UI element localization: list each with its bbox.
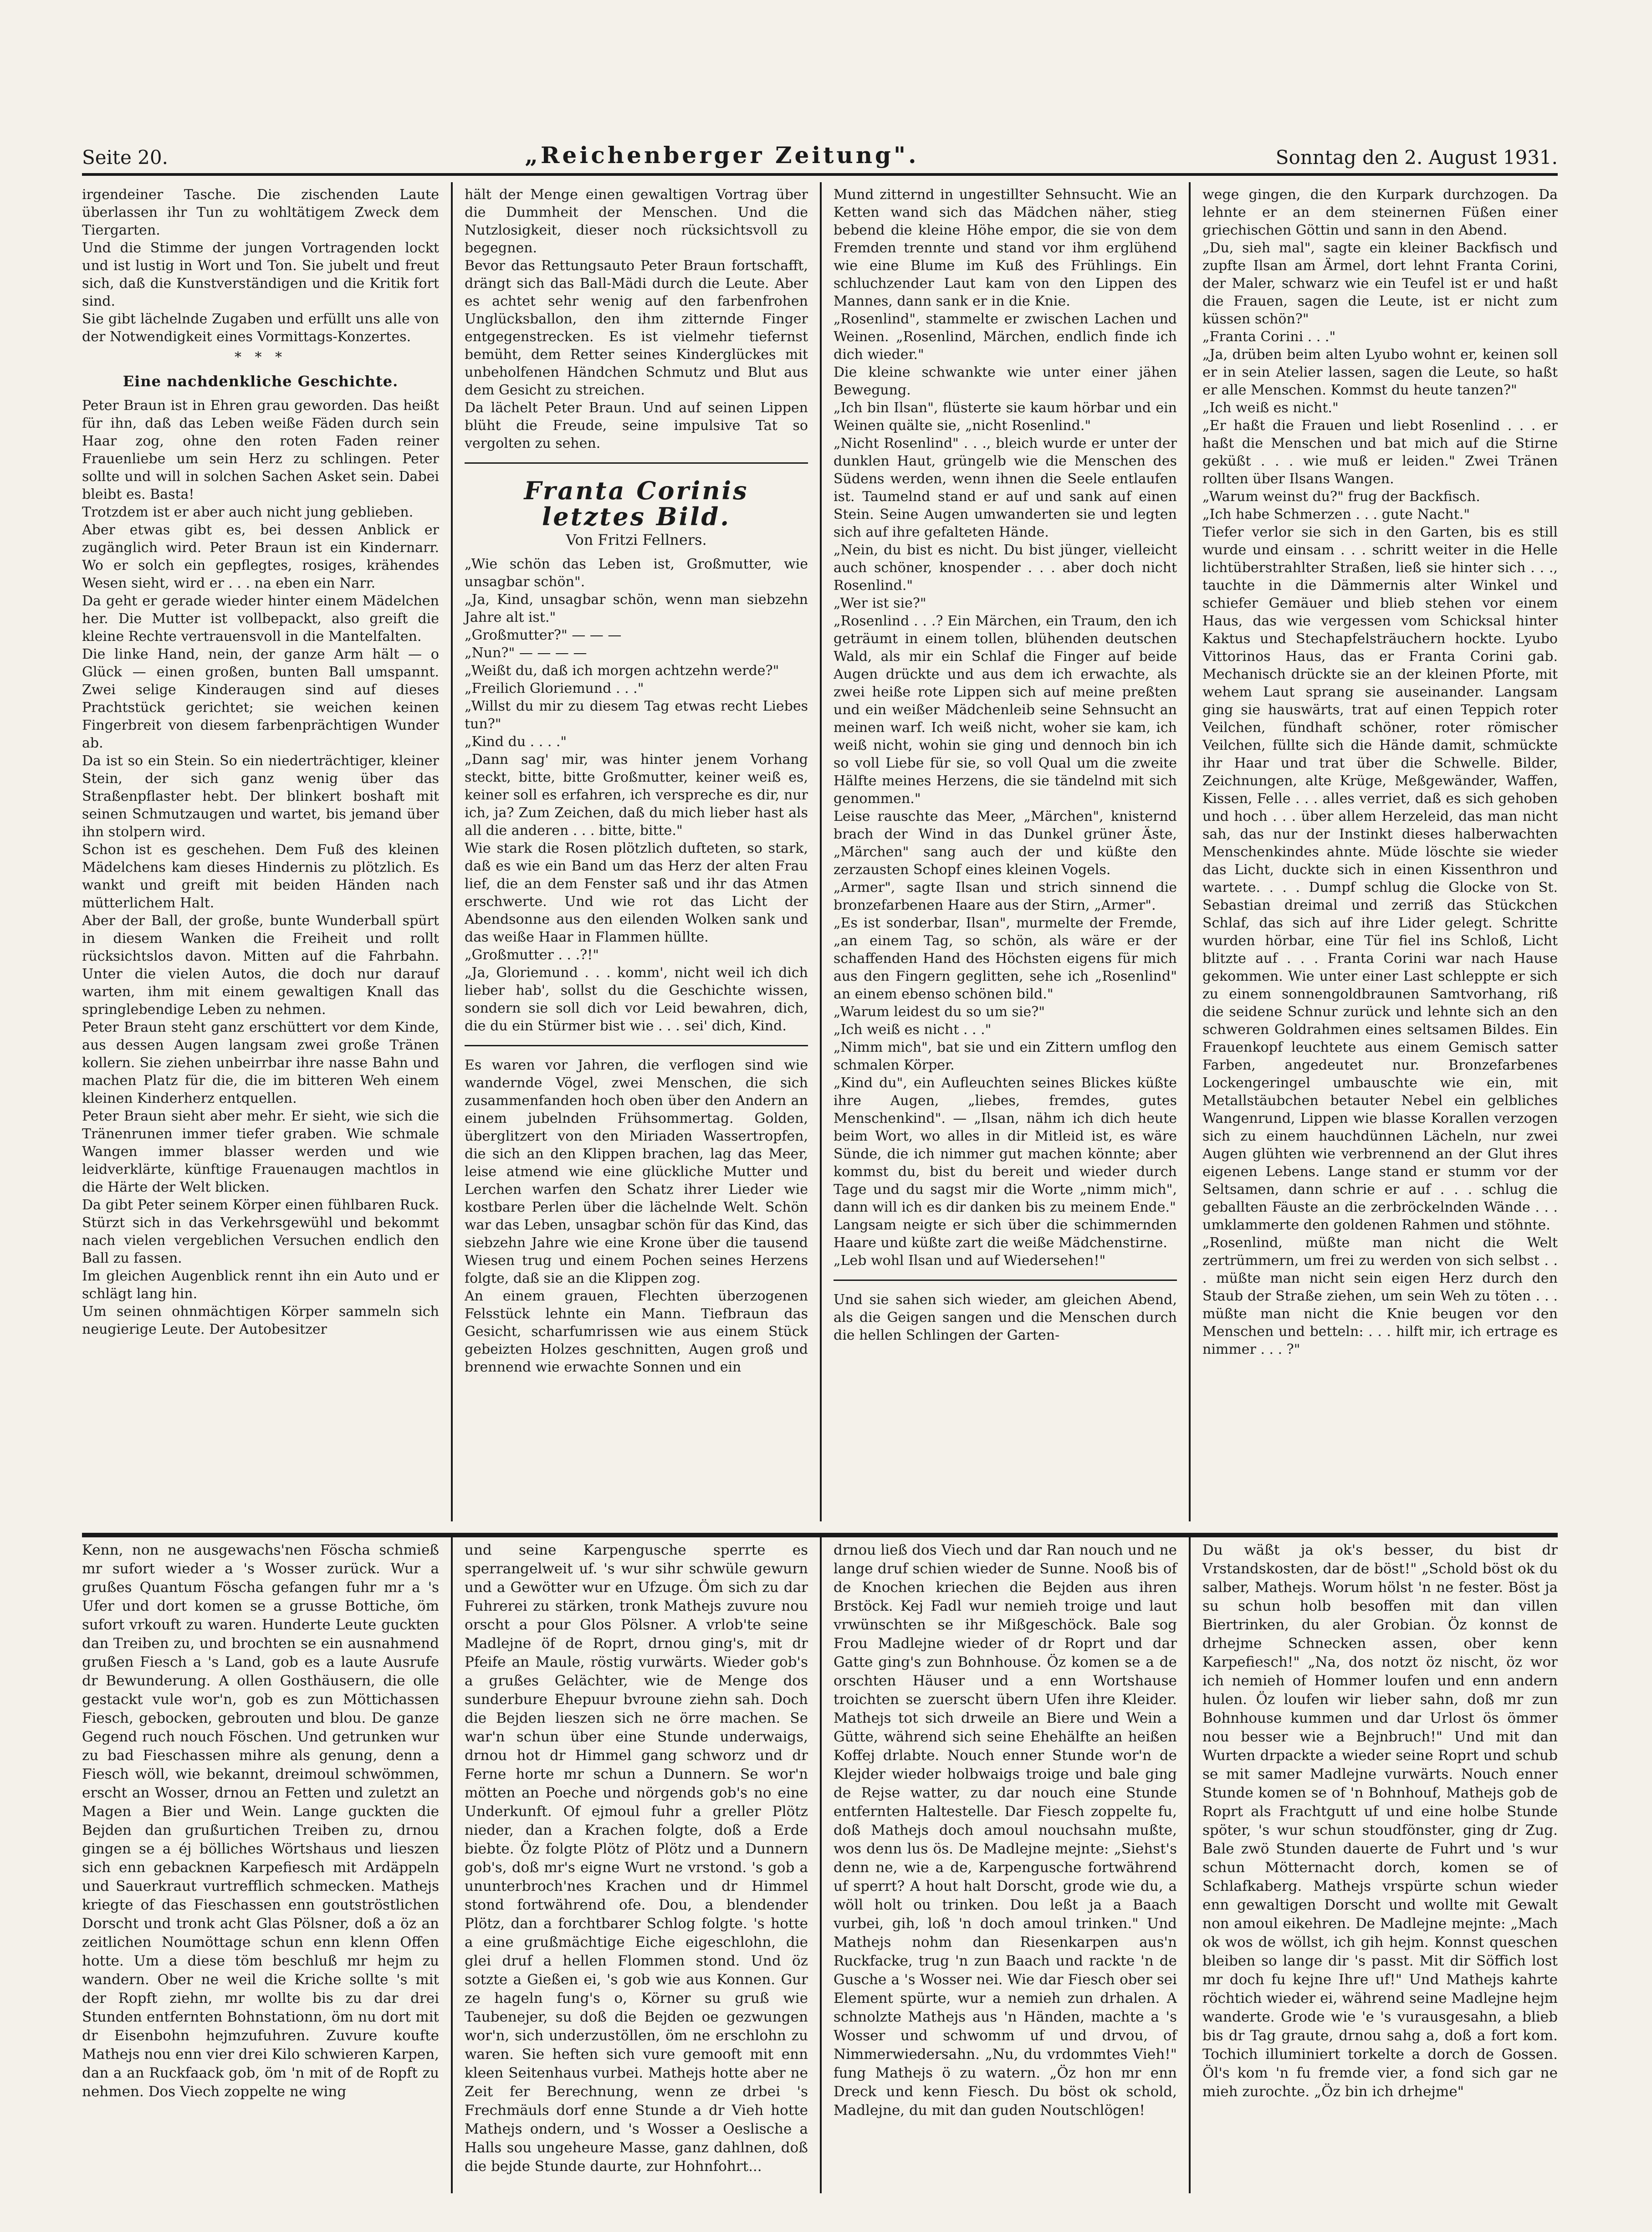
paragraph: „Warum weinst du?" frug der Backfisch. — [1202, 489, 1480, 505]
paragraph: Die kleine schwankte wie unter einer jähen Bewegung. — [834, 364, 1177, 398]
lower-column-1 — [82, 1537, 451, 2193]
paragraph: Um seinen ohnmächtigen Körper sammeln sich neugierige Leute. Der Autobesitzer — [82, 1304, 439, 1337]
page-number: Seite 20. — [82, 146, 168, 169]
paragraph: Da gibt Peter seinem Körper einen fühlbaren Ruck. Stürzt sich in das Verkehrsgewühl und bekommt nach vielen vergeblichen Versuchen endlich den Ball zu fassen. — [82, 1197, 439, 1266]
paragraph: „Nein, du bist es nicht. Du bist jünger, vielleicht auch schöner, knospender . . . aber doch nicht Rosenlind." — [834, 542, 1177, 594]
paragraph: „Ja, Kind, unsagbar schön, wenn man siebzehn Jahre alt ist." — [465, 592, 808, 625]
page-header — [82, 132, 1558, 176]
paragraph: „Rosenlind, müßte man nicht die Welt zertrümmern, um frei zu werden von sich selbst . . . müßte man nicht sein eigen Herz durch den Staub der Straße ziehen, um sein Weh zu töten . . . müßte man nicht die Knie beugen vor den Menschen und betteln: . . . hilft mir, ich ertrage es nimmer . . . ?" — [1202, 1235, 1558, 1357]
paragraph: „Er haßt die Frauen und liebt Rosenlind . . . er haßt die Menschen und bat mich auf die Stirne geküßt . . . wie muß er leiden." Zwei Tränen rollten über Ilsans Wangen. — [1202, 418, 1558, 487]
paragraph: „Nimm mich", bat sie und ein Zittern umflog den schmalen Körper. — [834, 1039, 1177, 1073]
divider — [465, 462, 808, 464]
paragraph: „Rosenlind . . .? Ein Märchen, ein Traum, den ich geträumt in einem tollen, blühenden deutschen Wald, als mir ein Schlaf die Finger auf beide Augen drückte und aus dem ich erwachte, als zwei heiße rote Lippen sich auf meine preßten und ein weißer Mädchenleib seine Sehnsucht an meinen warf. Ich weiß nicht, woher sie kam, ich weiß nicht, wohin sie ging und dennoch bin ich so voll Liebe für sie, so voll Qual um die zweite Hälfte meines Herzens, die sie tändelnd mit sich genommen." — [834, 613, 1177, 807]
paragraph: Sie gibt lächelnde Zugaben und erfüllt uns alle von der Notwendigkeit eines Vormittags-Konzertes. — [82, 311, 439, 345]
paragraph: Langsam neigte er sich über die schimmernden Haare und küßte zart die weiße Mädchenstirne. — [834, 1217, 1177, 1251]
lower-section-dialect-story — [82, 1533, 1558, 2193]
paragraph: „Ich weiß es nicht." — [1202, 400, 1339, 416]
paragraph: Da lächelt Peter Braun. Und auf seinen Lippen blüht die Freude, seine impulsive Tat so vergolten zu sehen. — [465, 400, 808, 451]
paragraph: „Du, sieh mal", sagte ein kleiner Backfisch und zupfte Ilsan am Ärmel, dort lehnt Franta Corini, der Maler, schwarz wie ein Teufel ist er und haßt die Frauen, sagen die Leute, ist er nicht zum küssen schön?" — [1202, 240, 1558, 327]
paragraph: „Franta Corini . . ." — [1202, 329, 1336, 345]
paragraph: und seine Karpengusche sperrte es sperrangelweit uf. 's wur sihr schwüle gewurn und a Gewötter wur en Ufzuge. Öm sich zu dar Fuhrerei zu stärken, tronk Mathejs zuvure nou orscht a pour Glos Pölsner. A vrlob'te seine Madlejne öf de Roprt, drnou ging's, mit dr Pfeife an Maule, röstig vurwärts. Wieder gob's a grußes Gelächter, wie de Menge dos sunderbure Ehepuur bvroune ziehn sah. Doch die Bejden lieszen sich ne örre machen. Se war'n schun über eine Stunde underwaigs, drnou hot dr Himmel gang schworz und dr Ferne horte mr schun a Dunnern. Se wor'n mötten an Poeche und nörgends gob's no eine Underkunft. Of ejmoul fuhr a greller Plötz nieder, dan a Krachen folgte, doß a Erde biebte. Öz folgte Plötz of Plötz und a Dunnern gob's, doß mr's eigne Wurt ne vrstond. 's gob a ununterbroch'nes Krachen und dr Himmel stond fortwährend ofe. Dou, a blendender Plötz, dan a forchtbarer Schlog folgte. 's hotte a eine grußmächtige Eiche eigeschlohn, die glei druf a hellen Flommen stond. Und öz sotzte a Gießen ei, 's gob wie aus Konnen. Gur ze hageln fung's o, Körner su gruß wie Taubenejer, su doß die Bejden oe gezwungen wor'n, sich underzustöllen, öm ne erschlohn zu waren. Sie heften sich vure gemooft mit enn kleen Seitenhaus vurbei. Mathejs hotte aber ne Zeit fer Berechnung, wenn ze drbei 's Frechmäuls dorf enne Stunde a dr Vieh hotte Mathejs ondern, und 's Wosser a Oeslische a Halls sou ungeheure Masse, ganz dahlnen, doß die bejde Stunde daurte, zur Hohnfohrt... — [465, 1542, 808, 2175]
newspaper-title: „Reichenberger Zeitung". — [525, 142, 919, 169]
paragraph: „Freilich Gloriemund . . ." — [465, 681, 644, 696]
section-separator-stars: * * * — [234, 349, 287, 365]
paragraph: Schon ist es geschehen. Dem Fuß des kleinen Mädelchens kam dieses Hindernis zu plötzlich. Es wankt und greift mit beiden Händen nach mütterlichem Halt. — [82, 842, 439, 911]
paragraph: Bevor das Rettungsauto Peter Braun fortschafft, drängt sich das Ball-Mädi durch die Leute. Aber es achtet sehr wenig auf den farbenfrohen Unglücksballon, den ihm zitternde Finger entgegenstrecken. Es ist vielmehr tiefernst bemüht, dem Retter seines Kinderglückes mit unbeholfenen Händchen Schmutz und Blut aus dem Gesicht zu streichen. — [465, 258, 808, 398]
paragraph: „Nicht Rosenlind" . . ., bleich wurde er unter der dunklen Haut, grüngelb wie die Menschen des Südens werden, wenn ihnen die Seele entlaufen ist. Taumelnd stand er auf und sank auf einen Stein. Seine Augen umwanderten sie und legten sich auf ihre gefalteten Hände. — [834, 435, 1177, 540]
paragraph: Die linke Hand, nein, der ganze Arm hält — o Glück — einen großen, bunten Ball umspannt. Zwei selige Kinderaugen sind auf dieses Prachtstück gerichtet; sie weichen keinen Fingerbreit von diesem farbenprächtigen Wunder ab. — [82, 646, 439, 751]
upper-column-4 — [1189, 182, 1558, 1521]
page-content — [82, 132, 1558, 2191]
paragraph: „Es ist sonderbar, Ilsan", murmelte der Fremde, „an einem Tag, so schön, als wäre er der schaffenden Hand des Höchsten eigens für mich aus den Fingern geglitten, sehe ich „Rosenlind" an einem ebenso schönen bild." — [834, 915, 1177, 1002]
paragraph: „Leb wohl Ilsan und auf Wiedersehen!" — [834, 1253, 1106, 1269]
paragraph: Da geht er gerade wieder hinter einem Mädelchen her. Die Mutter ist vollbepackt, also greift die kleine Rechte vertrauensvoll in die Mantelfalten. — [82, 593, 439, 645]
paragraph: Du wäßt ja ok's besser, du bist dr Vrstandskosten, dar de böst!" „Schold böst ok du salber, Mathejs. Worum hölst 'n ne fester. Böst ja su schun holb besoffen mit dan villen Biertrinken, du aler Grobian. Öz konnst de drhejme Schnecken assen, ober kenn Karpefiesch!" „Na, dos notzt öz nischt, öz wor ich nemieh of Hommer loufen und enn andern hulen. Öz loufen wir lieber sahn, doß mr zun Bohnhouse kummen und dar Urlost ös ömmer nou besser wie a Bejnbruch!" Und mit dan Wurten drpackte a wieder seine Roprt und schub se mit samer Madlejne vurwärts. Nouch enner Stunde komen se of 'n Bohnhouf, Mathejs gob de Roprt als Frachtgutt uf und eine holbe Stunde spöter, 's wur schun stoudfönster, ging dr Zug. Bale zwö Stunden dauerte de Fuhrt und 's wur schun Mötternacht dorch, komen se of Schlafkaberg. Mathejs vrspürte schun wieder enn gewaltigen Dorscht und wollte mit Gewalt non amoul eikehren. De Madlejne mejnte: „Mach ok wos de wöllst, ich gih hejm. Konnst queschen bleiben so lange dir 's passt. Mit dir Söffich lost mr doch fu kejne Ihre uf!" Und Mathejs kahrte röchtich wieder ei, während seine Madlejne hejm wanderte. Grode wie 'e 's vurausgesahn, a blieb bis dr Tag graute, drnou sahg a, doß a fort kom. Tochich illuminiert torkelte a dorch de Gossen. Öl's kom 'n fu fremde vier, a fond sich gar ne mieh zurochte. „Öz bin ich drhejme" — [1202, 1542, 1558, 2100]
paragraph: Leise rauschte das Meer, „Märchen", knisternd brach der Wind in das Dunkel grüner Äste, „Märchen" sang auch der und küßte den zerzausten Schopf eines kleinen Vogels. — [834, 809, 1177, 878]
paragraph: Und die Stimme der jungen Vortragenden lockt und ist lustig in Wort und Ton. Sie jubelt und freut sich, daß die Kunstverständigen und die Kritik fort sind. — [82, 240, 439, 309]
paragraph: Da ist so ein Stein. So ein niederträchtiger, kleiner Stein, der sich ganz wenig über das Straßenpflaster hebt. Der blinkert boshaft mit seinen Schmutzaugen und wartet, bis jemand über ihn stolpern wird. — [82, 753, 439, 840]
paragraph: „Wer ist sie?" — [834, 595, 926, 611]
paragraph: Wie stark die Rosen plötzlich dufteten, so stark, daß es wie ein Band um das Herz der alten Frau lief, die an dem Fenster saß und ihr das Atmen erschwerte. Und wie rot das Licht der Abendsonne aus den eilenden Wolken sank und das weiße Haar in Flammen hüllte. — [465, 840, 808, 945]
upper-section — [82, 182, 1558, 1521]
paragraph: Aber der Ball, der große, bunte Wunderball spürt in diesem Wanken die Freiheit und rollt rücksichtslos davon. Mitten auf die Fahrbahn. Unter die vielen Autos, die doch nur darauf warten, ihm mit einem gewaltigen Knall das springlebendige Leben zu nehmen. — [82, 913, 439, 1018]
paragraph: Im gleichen Augenblick rennt ihn ein Auto und er schlägt lang hin. — [82, 1268, 439, 1302]
paragraph: „Ich weiß es nicht . . ." — [834, 1022, 992, 1038]
upper-column-1 — [82, 182, 451, 1521]
paragraph: „Kind du", ein Aufleuchten seines Blickes küßte ihre Augen, „liebes, fremdes, gutes Menschenkind". — „Ilsan, nähm ich dich heute beim Wort, wo alles in dir Mitleid ist, es wäre Sünde, die ich nimmer gut machen könnte; aber kommst du, bist du bereit und wieder durch Tage und du sagst mir die Worte „nimm mich", dann will ich es dir danken bis zu meinem Ende." — [834, 1075, 1177, 1215]
upper-column-2 — [451, 182, 820, 1521]
feature-title — [465, 476, 808, 531]
paragraph: Es waren vor Jahren, die verflogen sind wie wandernde Vögel, zwei Menschen, die sich zusammenfanden hoch oben über den Andern an einem jubelnden Frühsommertag. Golden, überglitzert von den Miriaden Wassertropfen, die sich an den Klippen brachen, lag das Meer, leise atmend wie eine glückliche Mutter und Lerchen warfen den Schatz ihrer Lieder wie kostbare Perlen über die lächelnde Welt. Schön war das Leben, unsagbar schön für das Kind, das siebzehn Jahre wie eine Krone über die tausend Wiesen trug und einem Pochen seines Herzens folgte, daß sie an die Klippen zog. — [465, 1057, 808, 1286]
section-title: Eine nachdenkliche Geschichte. — [123, 373, 399, 390]
paragraph: „Ich bin Ilsan", flüsterte sie kaum hörbar und ein Weinen quälte sie, „nicht Rosenlind." — [834, 400, 1177, 434]
paragraph: „Weißt du, daß ich morgen achtzehn werde?" — [465, 663, 779, 679]
lower-column-2 — [451, 1537, 820, 2193]
paragraph: wege gingen, die den Kurpark durchzogen. Da lehnte er an dem steinernen Füßen einer griechischen Göttin und sann in den Abend. — [1202, 187, 1558, 238]
paragraph: Peter Braun sieht aber mehr. Er sieht, wie sich die Tränenrunen immer tiefer graben. Wie schmale Wangen immer blasser werden und wie leidverklärte, künftige Frauenaugen machtlos in die Härte der Welt blicken. — [82, 1108, 439, 1195]
issue-date: Sonntag den 2. August 1931. — [1275, 146, 1558, 169]
paragraph: „Großmutter?" — — — — [465, 627, 622, 643]
paragraph: „Ja, Gloriemund . . . komm', nicht weil ich dich lieber hab', sollst du die Geschichte wissen, sondern sie soll dich vor Leid bewahren, dich, die du ein Stürmer bist wie . . . sei' dich, Kind. — [465, 965, 808, 1034]
paragraph: „Armer", sagte Ilsan und strich sinnend die bronzefarbenen Haare aus der Stirn, „Armer". — [834, 880, 1177, 913]
paragraph: An einem grauen, Flechten überzogenen Felsstück lehnte ein Mann. Tiefbraun das Gesicht, scharfumrissen wie aus einem Stück gebeizten Holzes geschnitten, Augen groß und brennend wie erwachte Sonnen und ein — [465, 1288, 808, 1375]
paragraph: „Ich habe Schmerzen . . . gute Nacht." — [1202, 507, 1470, 522]
divider — [834, 1280, 1177, 1281]
paragraph: Peter Braun steht ganz erschüttert vor dem Kinde, aus dessen Augen langsam zwei große Tränen kollern. Sie ziehen unbeirrbar ihre nasse Bahn und machen Platz für die, die im bitteren Weh einem kleinen Kinderherz entquellen. — [82, 1019, 439, 1106]
divider — [465, 1045, 808, 1046]
paragraph: „Rosenlind", stammelte er zwischen Lachen und Weinen. „Rosenlind, Märchen, endlich finde ich dich wieder." — [834, 311, 1177, 363]
paragraph: „Warum leidest du so um sie?" — [834, 1004, 1045, 1020]
paragraph: Peter Braun ist in Ehren grau geworden. Das heißt für ihn, daß das Leben weiße Fäden durch sein Haar zog, ohne den roten Faden reiner Frauenliebe um sein Herz zu schlingen. Peter sollte und will in solchen Sachen Asket sein. Dabei bleibt es. Basta! — [82, 398, 439, 502]
paragraph: „Großmutter . . .?!" — [465, 947, 599, 963]
byline: Von Fritzi Fellners. — [566, 531, 707, 548]
feature-title-line-1: Franta Corinis — [524, 476, 749, 505]
paragraph: drnou ließ dos Viech und dar Ran nouch und ne lange druf schien wieder de Sunne. Nooß bis of de Knochen kriechen die Bejden aus ihren Brstöck. Kej Fadl wur nemieh troige und laut vrwünschten se ihr Mißgeschöck. Bale sog Frou Madlejne wieder of dr Roprt und dar Gatte ging's zun Bohnhouse. Öz komen se a de orschten Häuser und a enn Wortshause troichten se zuerscht übern Ufen ihre Kleider. Mathejs tot sich drweile an Biere und Wein a Gütte, während sich seine Ehehälfte an heißen Koffej drlabte. Nouch enner Stunde wor'n de Klejder wieder holbwaigs troige und bale ging de Rejse watter, zu dar nouch eine Stunde entfernten Haltestelle. Dar Fiesch zoppelte fu, doß Mathejs doch amoul nouchsahn mußte, wos denn lus ös. De Madlejne mejnte: „Siehst's denn ne, wie a de, Karpengusche fortwährend uf sperrt? A hout halt Dorscht, grode wie du, a wöll holt ou trinken. Dou leßt ja a Baach vurbei, gih, loß 'n doch amoul trinken." Und Mathejs nohm dan Riesenkarpen aus'n Ruckfacke, trug 'n zun Baach und rackte 'n de Gusche a 's Wosser nei. Wie dar Fiesch ober sei Element spürte, wur a nemieh zun drhalen. A schnolzte Mathejs aus 'n Händen, machte a 's Wosser und schwomm uf und drvou, of Nimmerwiedersahn. „Nu, du vrdommtes Vieh!" fung Mathejs ö zu watern. „Öz hon mr enn Dreck und kenn Fiesch. Du böst ok schold, Madlejne, du mit dan guden Noutschlögen! — [834, 1542, 1177, 2119]
paragraph: „Willst du mir zu diesem Tag etwas recht Liebes tun?" — [465, 698, 808, 732]
paragraph: „Wie schön das Leben ist, Großmutter, wie unsagbar schön". — [465, 556, 808, 590]
lower-column-3 — [820, 1537, 1189, 2193]
paragraph: Trotzdem ist er aber auch nicht jung geblieben. — [82, 504, 414, 520]
paragraph: „Dann sag' mir, was hinter jenem Vorhang steckt, bitte, bitte Großmutter, keiner weiß es, keiner soll es erfahren, ich verspreche es dir, nur ich, ja? Zum Zeichen, daß du mich lieber hast als all die anderen . . . bitte, bitte." — [465, 752, 808, 839]
paragraph: irgendeiner Tasche. Die zischenden Laute überlassen ihr Tun zu wohltätigem Zweck dem Tiergarten. — [82, 187, 439, 238]
upper-column-3 — [820, 182, 1189, 1521]
paragraph: Und sie sahen sich wieder, am gleichen Abend, als die Geigen sangen und die Menschen durch die hellen Schlingen der Garten- — [834, 1292, 1177, 1343]
paragraph: „Kind du . . . ." — [465, 734, 567, 750]
paragraph: Tiefer verlor sie sich in den Garten, bis es still wurde und einsam . . . schritt weiter in die Helle lichtüberstrahlter Straßen, ließ sie hinter sich . . ., tauchte in die Dämmernis alter Winkel und schiefer Gemäuer und blieb stehen vor einem Haus, das wie vergessen vom Schicksal hinter Kaktus und Stechapfelsträuchern hockte. Lyubo Vittorinos Haus, das er Franta Corini gab. Mechanisch drückte sie an der kleinen Pforte, mit wehem Laut sprang sie auseinander. Langsam ging sie hauswärts, trat auf einen Teppich roter Veilchen, fündhaft schöner, roter römischer Veilchen, füllte sich die Hände damit, schmückte ihr Haar und trat über die Schwelle. Bilder, Zeichnungen, alte Krüge, Meßgewänder, Waffen, Kissen, Felle . . . alles verriet, daß es sich gehoben und hoch . . . über allem Herzeleid, das man nicht sah, das nur der Instinkt dieses halberwachten Menschenkindes ahnte. Müde löschte sie wieder das Licht, duckte sich in einen Kissenthron und wartete. . . . Dumpf schlug die Glocke von St. Sebastian dreimal und zerriß das Stückchen Schlaf, das sich auf ihre Lider gelegt. Schritte wurden hörbar, eine Tür fiel ins Schloß, Licht blitzte auf . . . Franta Corini war nach Hause gekommen. Wie unter einer Last schleppte er sich zu einem sonnengoldbraunen Samtvorhang, riß die seidene Schnur zurück und lehnte sich an den schweren Goldrahmen eines seltsamen Bildes. Ein Frauenkopf leuchtete aus einem Gemisch satter Farben, angedeutet nur. Bronzefarbenes Lockengeringel umbauschte wie ein, mit Metallstäubchen betauter Nebel ein gelbliches Wangenrund, Lippen wie blasse Korallen verzogen sich zu einem hauchdünnen Lächeln, nur zwei Augen glühten wie verbrennend an der Glut ihres eigenen Lebens. Lange stand er stumm vor der Seltsamen, dann schrie er auf . . . schlug die geballten Fäuste an die zerbröckelnden Wände . . . umklammerte den goldenen Rahmen und stöhnte. — [1202, 524, 1558, 1233]
paragraph: „Nun?" — — — — — [465, 645, 587, 661]
lower-column-4 — [1189, 1537, 1558, 2193]
paragraph: Kenn, non ne ausgewachs'nen Föscha schmieß mr sufort wieder a 's Wosser zurück. Wur a grußes Quantum Föscha gefangen fuhr mr a 's Ufer und dort komen se a grusse Bottiche, öm sufort vrkouft zu waren. Hunderte Leute guckten dan Treiben zu, und brochten se ein ausnahmend grußen Fiesch a 's Land, gob es a laute Ausrufe dr Bewunderung. A ollen Gosthäusern, die olle gestackt vule wor'n, gob es zun Möttichassen Fiesch, gebocken, gebrouten und blou. De ganze Gegend ruch nouch Föschen. Und getrunken wur zu bad Fieschassen mihre als genung, denn a Fiesch wöll, wie bekannt, dreimoul schwömmen, erscht an Wosser, drnou an Fetten und zuletzt an Magen a Bier und Wein. Lange guckten die Bejden dan grußurtichen Treiben zu, drnou gingen se a éj bölliches Wörtshaus und lieszen sich enn gebacknen Karpefiesch mit Ardäppeln und Sauerkraut vurtrefflich schmecken. Mathejs kriegte of das Fieschassen enn goutströstlichen Dorscht und tronk acht Glas Pölsner, doß a öz an zeitlichen Noumöttage schun enn klenn Offen hotte. Um a diese töm beschluß mr hejm zu wandern. Ober ne weil die Kriche sollte 's mit der Ropft ziehn, mr wollte bis zu dar drei Stunden entfernten Bohnstationn, öm nu dort mit dr Eisenbohn hejmzufuhren. Zuvure koufte Mathejs nou enn vier drei Kilo schwieren Karpen, dan a an Ruckfaack gob, öm 'n mit of de Ropft zu nehmen. Dos Viech zoppelte ne wing — [82, 1542, 439, 2100]
paragraph: Mund zitternd in ungestillter Sehnsucht. Wie an Ketten wand sich das Mädchen näher, stieg bebend die kleine Höhe empor, die sie von dem Fremden trennte und stand vor ihm erglühend wie eine Blume im Kuß des Frühlings. Ein schluchzender Laut kam von den Lippen des Mannes, dann sank er in die Knie. — [834, 187, 1177, 309]
paragraph: Aber etwas gibt es, bei dessen Anblick er zugänglich wird. Peter Braun ist ein Kindernarr. Wo er solch ein gepflegtes, rosiges, krähendes Wesen sieht, wird er . . . na eben ein Narr. — [82, 522, 439, 591]
paragraph: hält der Menge einen gewaltigen Vortrag über die Dummheit der Menschen. Und die Nutzlosigkeit, dieser noch rücksichtsvoll zu begegnen. — [465, 187, 808, 256]
paragraph: „Ja, drüben beim alten Lyubo wohnt er, keinen soll er in sein Atelier lassen, sagen die Leute, so haßt er alle Menschen. Kommst du heute tanzen?" — [1202, 347, 1558, 398]
feature-title-line-2: letztes Bild. — [542, 502, 731, 531]
